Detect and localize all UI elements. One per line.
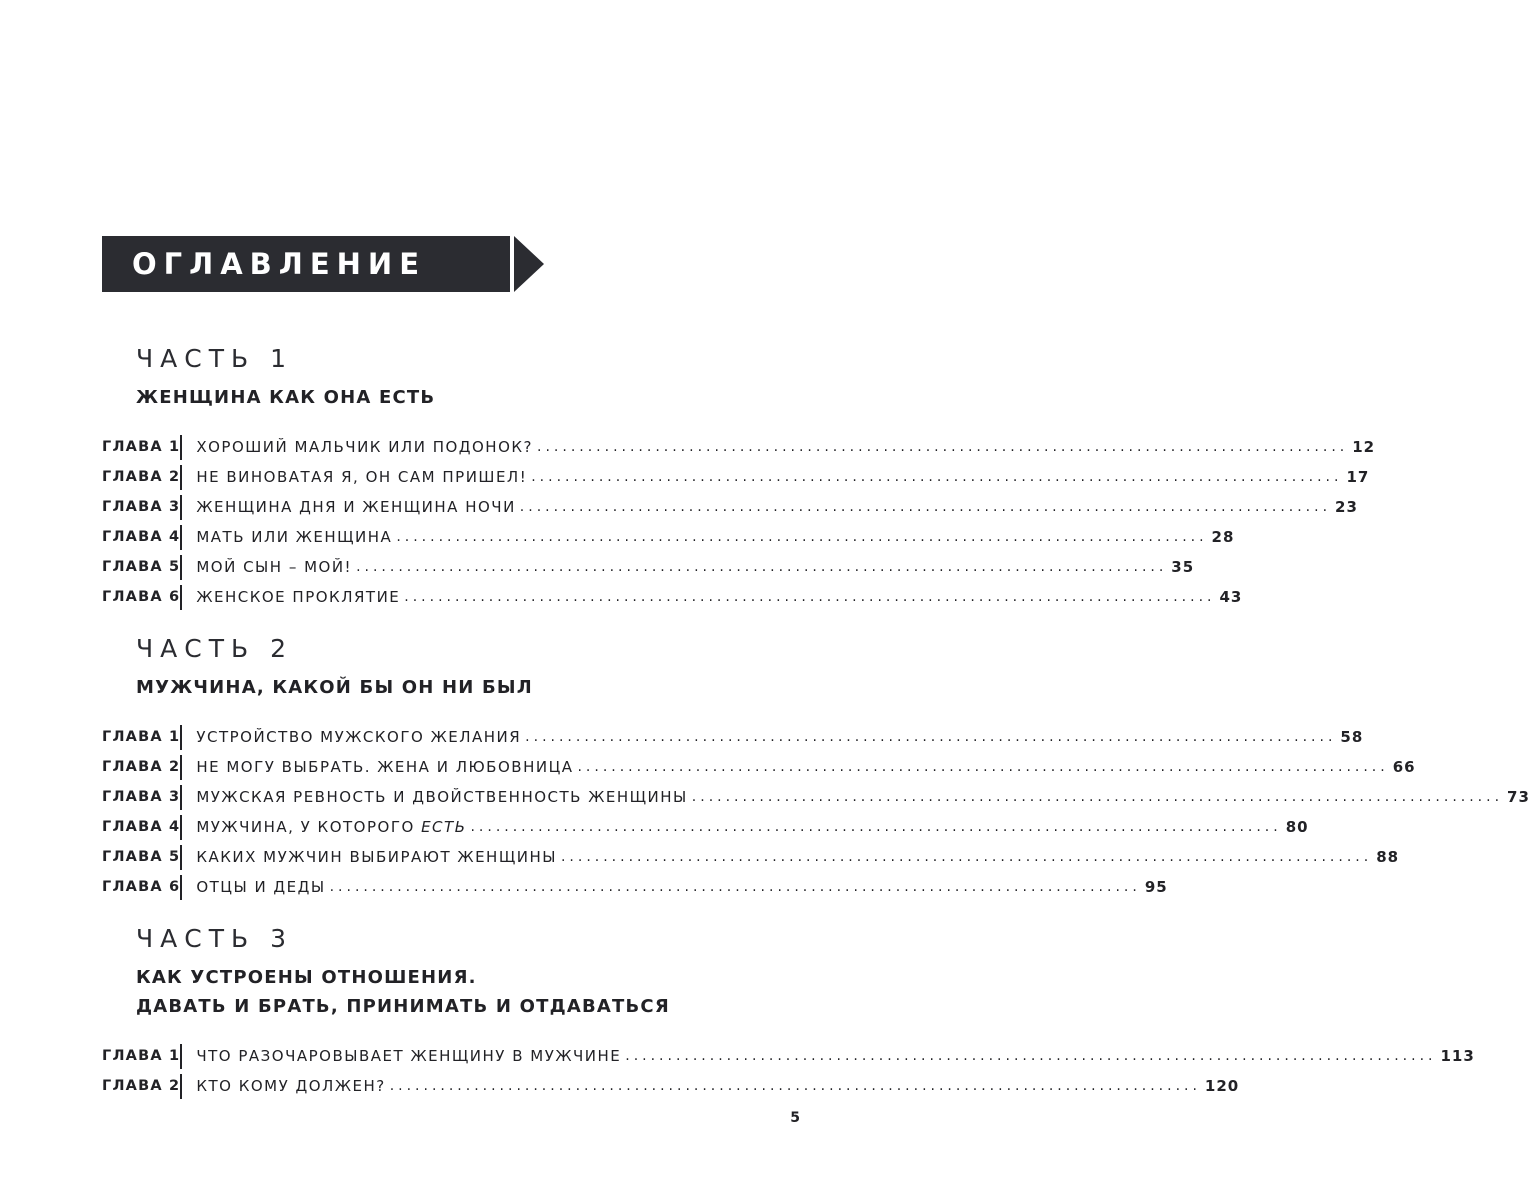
dot-leader: ................................................................................................ [389, 1078, 1201, 1094]
chapter-row[interactable] [102, 722, 1364, 752]
part-title-line: ДАВАТЬ И БРАТЬ, ПРИНИМАТЬ И ОТДАВАТЬСЯ [136, 996, 670, 1017]
dot-leader: ................................................................................................ [519, 499, 1332, 515]
dot-leader: ................................................................................................ [691, 789, 1504, 805]
chapter-title [196, 818, 466, 836]
part-label: ЧАСТЬ 1 [136, 344, 293, 373]
chapter-title: НЕ ВИНОВАТАЯ Я, ОН САМ ПРИШЕЛ! [196, 468, 528, 486]
chapter-list [102, 432, 1376, 612]
chapter-label: ГЛАВА 5 [102, 559, 181, 575]
chapter-page: 80 [1285, 818, 1309, 836]
chapter-label: ГЛАВА 6 [102, 589, 181, 605]
divider [180, 845, 182, 870]
chapter-row[interactable] [102, 582, 1243, 612]
chapter-title: ХОРОШИЙ МАЛЬЧИК ИЛИ ПОДОНОК? [196, 438, 534, 456]
part-section-3 [102, 924, 1475, 1101]
part-title-line: КАК УСТРОЕНЫ ОТНОШЕНИЯ. [136, 967, 477, 988]
chapter-label: ГЛАВА 4 [102, 819, 181, 835]
divider [180, 755, 182, 780]
divider [180, 875, 182, 900]
dot-leader: ................................................................................................ [577, 759, 1389, 775]
chapter-label: ГЛАВА 2 [102, 1078, 181, 1094]
divider [180, 815, 182, 840]
page-title: ОГЛАВЛЕНИЕ [132, 246, 427, 281]
dot-leader: ................................................................................................ [404, 589, 1216, 605]
chapter-page: 35 [1171, 558, 1195, 576]
chapter-title: ЖЕНЩИНА ДНЯ И ЖЕНЩИНА НОЧИ [196, 498, 516, 516]
divider [180, 1074, 182, 1099]
chapter-title-italic: ЕСТЬ [421, 818, 467, 836]
chapter-page: 66 [1392, 758, 1416, 776]
chapter-title: МУЖСКАЯ РЕВНОСТЬ И ДВОЙСТВЕННОСТЬ ЖЕНЩИНЫ [196, 788, 688, 806]
chapter-page: 12 [1352, 438, 1376, 456]
chapter-page: 120 [1204, 1077, 1240, 1095]
chapter-page: 23 [1335, 498, 1358, 516]
chapter-label: ГЛАВА 5 [102, 849, 181, 865]
chapter-page: 95 [1144, 878, 1168, 896]
chapter-page: 113 [1440, 1047, 1475, 1065]
chapter-row[interactable] [102, 522, 1235, 552]
part-title-line: МУЖЧИНА, КАКОЙ БЫ ОН НИ БЫЛ [136, 677, 533, 698]
chapter-title: ЖЕНСКОЕ ПРОКЛЯТИЕ [196, 588, 401, 606]
chapter-page: 28 [1211, 528, 1235, 546]
toc-heading-banner [102, 236, 510, 292]
divider [180, 555, 182, 580]
part-label: ЧАСТЬ 2 [136, 634, 293, 663]
chapter-row[interactable] [102, 782, 1530, 812]
chapter-row[interactable] [102, 1041, 1475, 1071]
divider [180, 495, 182, 520]
part-section-1 [102, 344, 1376, 612]
arrow-icon [514, 236, 544, 292]
chapter-title: ЧТО РАЗОЧАРОВЫВАЕТ ЖЕНЩИНУ В МУЖЧИНЕ [196, 1047, 622, 1065]
chapter-row[interactable] [102, 432, 1376, 462]
chapter-row[interactable] [102, 552, 1195, 582]
divider [180, 585, 182, 610]
chapter-page: 58 [1340, 728, 1364, 746]
part-section-2 [102, 634, 1530, 902]
chapter-label: ГЛАВА 1 [102, 439, 181, 455]
chapter-label: ГЛАВА 3 [102, 789, 181, 805]
chapter-label: ГЛАВА 4 [102, 529, 181, 545]
chapter-label: ГЛАВА 1 [102, 729, 181, 745]
chapter-title: МОЙ СЫН – МОЙ! [196, 558, 353, 576]
dot-leader: ................................................................................................ [560, 849, 1373, 865]
chapter-label: ГЛАВА 3 [102, 499, 181, 515]
chapter-title: КАКИХ МУЖЧИН ВЫБИРАЮТ ЖЕНЩИНЫ [196, 848, 557, 866]
dot-leader: ................................................................................................ [531, 469, 1343, 485]
dot-leader: ................................................................................................ [625, 1048, 1437, 1064]
divider [180, 525, 182, 550]
chapter-page: 73 [1507, 788, 1530, 806]
chapter-page: 17 [1346, 468, 1370, 486]
chapter-row[interactable] [102, 462, 1370, 492]
dot-leader: ................................................................................................ [525, 729, 1337, 745]
chapter-label: ГЛАВА 2 [102, 469, 181, 485]
chapter-title: ОТЦЫ И ДЕДЫ [196, 878, 326, 896]
chapter-list [102, 722, 1530, 902]
dot-leader: ................................................................................................ [537, 439, 1349, 455]
chapter-title: УСТРОЙСТВО МУЖСКОГО ЖЕЛАНИЯ [196, 728, 522, 746]
chapter-row[interactable] [102, 812, 1309, 842]
chapter-label: ГЛАВА 2 [102, 759, 181, 775]
part-title-line: ЖЕНЩИНА КАК ОНА ЕСТЬ [136, 387, 436, 408]
dot-leader: ................................................................................................ [329, 879, 1141, 895]
chapter-page: 43 [1219, 588, 1243, 606]
chapter-row[interactable] [102, 842, 1400, 872]
chapter-title-text: МУЖЧИНА, У КОТОРОГО [196, 818, 415, 836]
chapter-row[interactable] [102, 492, 1358, 522]
part-title [136, 383, 800, 412]
divider [180, 435, 182, 460]
chapter-row[interactable] [102, 1071, 1240, 1101]
part-title [136, 963, 800, 1021]
part-title [136, 673, 800, 702]
divider [180, 1044, 182, 1069]
chapter-title: НЕ МОГУ ВЫБРАТЬ. ЖЕНА И ЛЮБОВНИЦА [196, 758, 574, 776]
chapter-label: ГЛАВА 1 [102, 1048, 181, 1064]
chapter-label: ГЛАВА 6 [102, 879, 181, 895]
page-number: 5 [790, 1110, 800, 1126]
dot-leader: ................................................................................................ [470, 819, 1282, 835]
chapter-row[interactable] [102, 872, 1168, 902]
chapter-page: 88 [1376, 848, 1400, 866]
chapter-title: КТО КОМУ ДОЛЖЕН? [196, 1077, 386, 1095]
chapter-row[interactable] [102, 752, 1416, 782]
divider [180, 465, 182, 490]
chapter-list [102, 1041, 1475, 1101]
dot-leader: ................................................................................................ [356, 559, 1168, 575]
divider [180, 725, 182, 750]
part-label: ЧАСТЬ 3 [136, 924, 293, 953]
dot-leader: ................................................................................................ [396, 529, 1208, 545]
chapter-title: МАТЬ ИЛИ ЖЕНЩИНА [196, 528, 393, 546]
divider [180, 785, 182, 810]
